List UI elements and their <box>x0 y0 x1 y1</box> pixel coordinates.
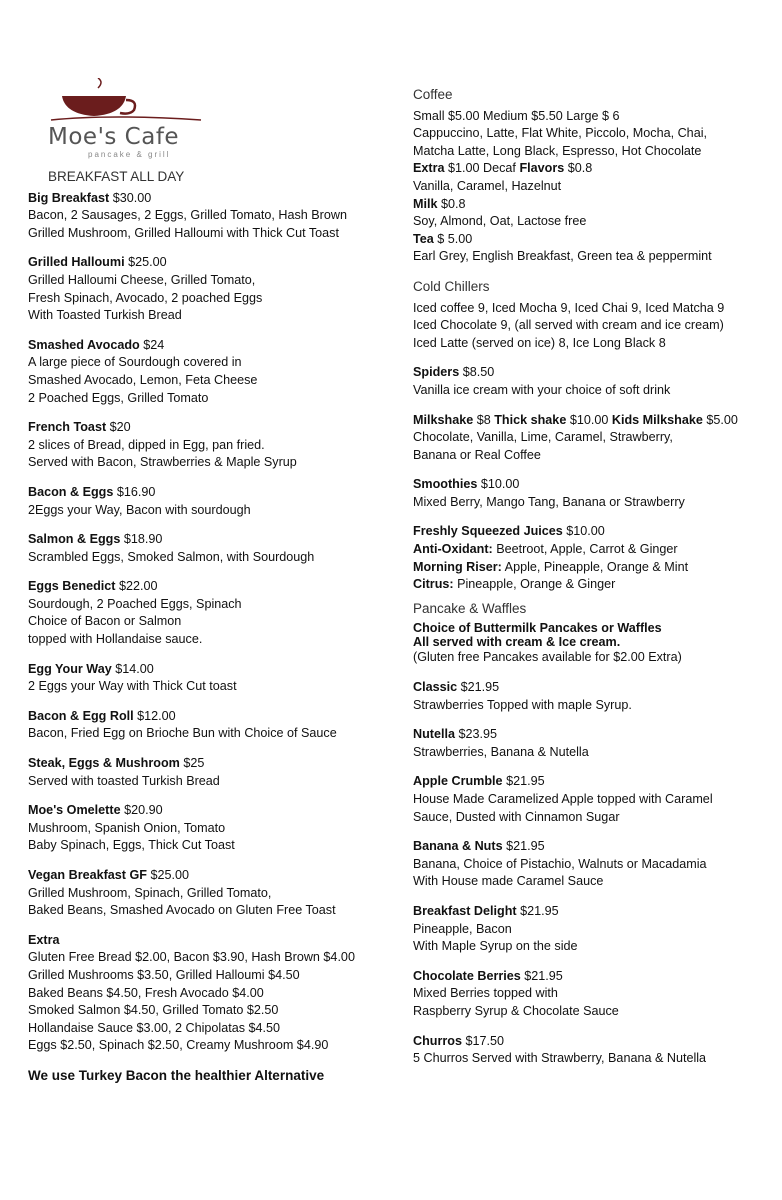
item-description: Bacon, Fried Egg on Brioche Bun with Choice of Sauce <box>28 726 337 741</box>
juices-item <box>413 523 773 593</box>
extra-label: Extra <box>413 161 445 176</box>
cafe-tagline: pancake & grill <box>88 150 171 159</box>
coffee-extras-line <box>413 160 773 178</box>
item-name: Nutella <box>413 727 455 742</box>
coffee-sizes: Small $5.00 Medium $5.50 Large $ 6 <box>413 108 620 123</box>
item-description: topped with Hollandaise sauce. <box>28 632 203 647</box>
coffee-types-2: Matcha Latte, Long Black, Espresso, Hot Chocolate <box>413 143 702 158</box>
item-description: 2 Poached Eggs, Grilled Tomato <box>28 390 209 405</box>
milk-price: $0.8 <box>441 196 466 211</box>
cold-chillers-heading: Cold Chillers <box>413 278 490 294</box>
item-description: With Toasted Turkish Bread <box>28 308 182 323</box>
menu-item <box>28 419 398 472</box>
milkshake-name: Milkshake <box>413 412 474 427</box>
menu-item <box>28 531 398 566</box>
item-description: House Made Caramelized Apple topped with Caramel <box>413 792 713 806</box>
item-description: Baked Beans, Smashed Avocado on Gluten Free Toast <box>28 903 336 918</box>
juice-row <box>413 541 773 559</box>
tea-price: $ 5.00 <box>437 231 473 246</box>
item-description: Mixed Berry, Mango Tang, Banana or Strawberry <box>413 494 685 509</box>
juice-label: Citrus: <box>413 577 454 592</box>
tea-label: Tea <box>413 231 434 246</box>
tea-list: Earl Grey, English Breakfast, Green tea & peppermint <box>413 249 712 264</box>
menu-item <box>28 867 398 920</box>
item-description: Grilled Mushroom, Grilled Halloumi with Thick Cut Toast <box>28 225 339 240</box>
drinks-pancakes-column <box>413 86 773 1080</box>
item-price: $21.95 <box>506 839 545 854</box>
item-description: Pineapple, Bacon <box>413 921 512 936</box>
turkey-bacon-note: We use Turkey Bacon the healthier Alternative <box>28 1067 325 1083</box>
pancakes-intro-1: Choice of Buttermilk Pancakes or Waffles <box>413 621 662 636</box>
item-description: Banana, Choice of Pistachio, Walnuts or Macadamia <box>413 856 707 871</box>
juice-label: Morning Riser: <box>413 559 502 574</box>
item-name: Steak, Eggs & Mushroom <box>28 756 180 771</box>
juice-ingredients: Apple, Pineapple, Orange & Mint <box>504 559 689 574</box>
item-price: $25 <box>183 756 205 771</box>
item-description: Bacon, 2 Sausages, 2 Eggs, Grilled Tomato, Hash Brown <box>28 208 347 223</box>
menu-item <box>28 755 398 790</box>
cold-chiller-line: Iced Chocolate 9, (all served with cream and ice cream) <box>413 318 724 333</box>
item-description: With Maple Syrup on the side <box>413 939 578 954</box>
cafe-name: Moe's Cafe <box>48 124 180 150</box>
item-description: Raspberry Syrup & Chocolate Sauce <box>413 1003 619 1018</box>
spiders-item <box>413 364 773 399</box>
menu-item <box>28 190 398 243</box>
pancakes-intro-2: All served with cream & Ice cream. <box>413 635 621 650</box>
item-price: $24 <box>143 337 165 352</box>
item-description: Choice of Bacon or Salmon <box>28 614 182 629</box>
item-description: Smashed Avocado, Lemon, Feta Cheese <box>28 372 258 387</box>
item-name: Eggs Benedict <box>28 579 116 594</box>
item-description: Grilled Halloumi Cheese, Grilled Tomato, <box>28 272 256 287</box>
item-name: Salmon & Eggs <box>28 532 121 547</box>
item-price: $25.00 <box>128 255 167 270</box>
extra-line: Smoked Salmon $4.50, Grilled Tomato $2.50 <box>28 1003 279 1018</box>
item-description: With House made Caramel Sauce <box>413 874 604 889</box>
breakfast-items <box>28 190 398 920</box>
item-price: $22.00 <box>118 579 158 594</box>
item-name: French Toast <box>28 420 107 435</box>
coffee-section <box>413 108 773 266</box>
juice-ingredients: Pineapple, Orange & Ginger <box>457 577 616 592</box>
thickshake-price: $10.00 <box>569 412 609 427</box>
extras-title: Extra <box>28 932 60 947</box>
item-description: A large piece of Sourdough covered in <box>28 355 242 370</box>
item-description: 2 Eggs your Way with Thick Cut toast <box>28 679 237 694</box>
item-description: Mushroom, Spanish Onion, Tomato <box>28 820 226 835</box>
cold-chiller-line: Iced Latte (served on ice) 8, Ice Long Black 8 <box>413 335 666 350</box>
item-price: $18.90 <box>123 532 163 547</box>
decaf-label: Decaf <box>483 161 516 176</box>
item-name: Freshly Squeezed Juices <box>413 524 563 539</box>
item-price: $21.95 <box>506 774 545 789</box>
breakfast-heading: BREAKFAST ALL DAY <box>48 169 185 184</box>
item-name: Chocolate Berries <box>413 968 521 983</box>
menu-item <box>28 578 398 648</box>
juice-label: Anti-Oxidant: <box>413 542 493 557</box>
milk-label: Milk <box>413 196 438 211</box>
item-description: 2Eggs your Way, Bacon with sourdough <box>28 502 251 517</box>
item-name: Spiders <box>413 365 460 380</box>
item-description: 2 slices of Bread, dipped in Egg, pan fried. <box>28 437 265 452</box>
milk-line <box>413 196 773 214</box>
thickshake-name: Thick shake <box>494 412 567 427</box>
item-price: $16.90 <box>116 484 156 499</box>
menu-item <box>28 708 398 743</box>
coffee-heading: Coffee <box>413 87 453 102</box>
item-price: $23.95 <box>458 727 498 742</box>
item-price: $30.00 <box>112 190 152 205</box>
kids-milkshake-price: $5.00 <box>706 412 738 427</box>
item-name: Moe's Omelette <box>28 803 121 818</box>
juice-row <box>413 559 773 577</box>
item-name: Egg Your Way <box>28 661 112 676</box>
item-price: $20 <box>109 420 131 435</box>
item-price: $20.90 <box>124 803 163 818</box>
menu-item <box>413 726 773 761</box>
item-name: Big Breakfast <box>28 190 110 205</box>
extra-line: Hollandaise Sauce $3.00, 2 Chipolatas $4.50 <box>28 1020 281 1035</box>
menu-item <box>28 254 398 324</box>
item-price: $12.00 <box>137 708 176 723</box>
item-description: Sourdough, 2 Poached Eggs, Spinach <box>28 596 242 611</box>
item-name: Bacon & Egg Roll <box>28 708 134 723</box>
milkshake-item <box>413 412 773 465</box>
item-price: $14.00 <box>115 661 154 676</box>
item-name: Smoothies <box>413 477 478 492</box>
item-price: $10.00 <box>566 524 605 539</box>
item-price: $8.50 <box>462 365 495 380</box>
cold-chillers-list <box>413 300 773 353</box>
item-description: Served with toasted Turkish Bread <box>28 773 220 788</box>
item-description: Served with Bacon, Strawberries & Maple Syrup <box>28 455 297 470</box>
item-name: Apple Crumble <box>413 774 503 789</box>
extras-section <box>28 932 398 1055</box>
item-description: Scrambled Eggs, Smoked Salmon, with Sourdough <box>28 549 315 564</box>
cold-chiller-line: Iced coffee 9, Iced Mocha 9, Iced Chai 9, Iced Matcha 9 <box>413 300 725 315</box>
extras-list <box>28 949 398 1055</box>
item-description: 5 Churros Served with Strawberry, Banana & Nutella <box>413 1051 707 1066</box>
pancake-items <box>413 679 773 1068</box>
extra-price: $1.00 <box>448 161 480 176</box>
flavors-label: Flavors <box>519 161 565 176</box>
kids-milkshake-name: Kids Milkshake <box>611 412 703 427</box>
item-price: $17.50 <box>465 1033 505 1048</box>
item-description: Vanilla ice cream with your choice of soft drink <box>413 382 671 397</box>
extra-line: Eggs $2.50, Spinach $2.50, Creamy Mushroom $4.90 <box>28 1038 329 1053</box>
item-price: $10.00 <box>480 477 520 492</box>
menu-item <box>413 679 773 714</box>
extra-line: Baked Beans $4.50, Fresh Avocado $4.00 <box>28 985 264 1000</box>
menu-item <box>413 903 773 956</box>
item-description: Strawberries, Banana & Nutella <box>413 744 589 759</box>
menu-item <box>28 661 398 696</box>
extra-line: Grilled Mushrooms $3.50, Grilled Halloumi $4.50 <box>28 967 300 982</box>
menu-item <box>28 802 398 855</box>
item-name: Grilled Halloumi <box>28 255 125 270</box>
menu-item <box>413 773 773 826</box>
item-description: Baby Spinach, Eggs, Thick Cut Toast <box>28 838 235 853</box>
extra-line: Gluten Free Bread $2.00, Bacon $3.90, Hash Brown $4.00 <box>28 950 355 965</box>
item-description: Banana or Real Coffee <box>413 447 541 462</box>
flavors-price: $0.8 <box>567 161 593 176</box>
item-name: Bacon & Eggs <box>28 484 114 499</box>
menu-item <box>28 337 398 407</box>
juice-ingredients: Beetroot, Apple, Carrot & Ginger <box>496 542 678 557</box>
milkshake-price: $8 <box>476 412 491 427</box>
flavors-list: Vanilla, Caramel, Hazelnut <box>413 178 562 193</box>
item-name: Smashed Avocado <box>28 337 140 352</box>
coffee-types-1: Cappuccino, Latte, Flat White, Piccolo, Mocha, Chai, <box>413 126 707 141</box>
item-description: Mixed Berries topped with <box>413 986 558 1001</box>
item-name: Churros <box>413 1033 462 1048</box>
item-name: Classic <box>413 680 458 695</box>
pancakes-heading: Pancake & Waffles <box>413 600 527 616</box>
gluten-free-note: (Gluten free Pancakes available for $2.00 Extra) <box>413 650 682 665</box>
juice-row <box>413 576 773 594</box>
menu-item <box>413 1033 773 1068</box>
breakfast-column <box>28 168 398 1085</box>
item-price: $21.95 <box>524 968 563 983</box>
pancakes-intro <box>413 621 773 667</box>
item-name: Breakfast Delight <box>413 903 517 918</box>
tea-line <box>413 231 773 249</box>
item-description: Strawberries Topped with maple Syrup. <box>413 697 632 712</box>
item-description: Sauce, Dusted with Cinnamon Sugar <box>413 809 620 824</box>
item-price: $21.95 <box>520 903 559 918</box>
menu-item <box>413 968 773 1021</box>
item-price: $25.00 <box>150 868 190 882</box>
item-description: Grilled Mushroom, Spinach, Grilled Tomato, <box>28 885 272 900</box>
item-price: $21.95 <box>460 680 500 695</box>
milk-list: Soy, Almond, Oat, Lactose free <box>413 214 587 229</box>
item-name: Vegan Breakfast GF <box>28 868 147 882</box>
menu-item <box>28 484 398 519</box>
item-name: Banana & Nuts <box>413 839 503 854</box>
item-description: Chocolate, Vanilla, Lime, Caramel, Strawberry, <box>413 430 673 445</box>
item-description: Fresh Spinach, Avocado, 2 poached Eggs <box>28 290 263 305</box>
juice-list <box>413 541 773 594</box>
smoothies-item <box>413 476 773 511</box>
menu-item <box>413 838 773 891</box>
